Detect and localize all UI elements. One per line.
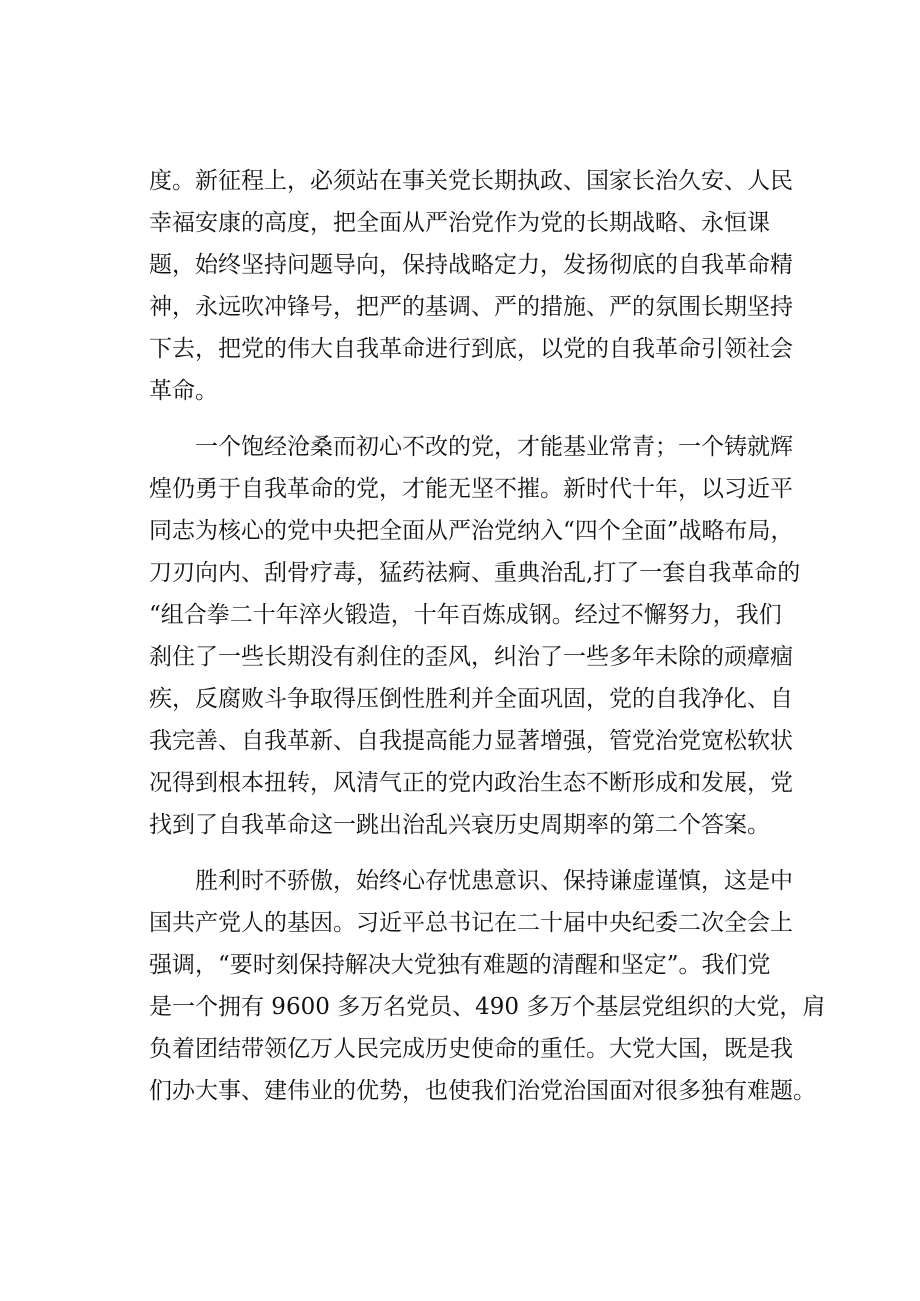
text-line: 一个饱经沧桑而初心不改的党，才能基业常青；一个铸就辉 [149,434,793,460]
text-line: 神，永远吹冲锋号，把严的基调、严的措施、严的氛围长期坚持 [149,294,793,320]
text-line: 们办大事、建伟业的优势，也使我们治党治国面对很多独有难题。 [149,1078,816,1104]
text-line: 负着团结带领亿万人民完成历史使命的重任。大党大国，既是我 [149,1036,793,1062]
text-line: 题，始终坚持问题导向，保持战略定力，发扬彻底的自我革命精 [149,252,793,278]
text-line: 幸福安康的高度，把全面从严治党作为党的长期战略、永恒课 [149,210,770,236]
text-line: 疾，反腐败斗争取得压倒性胜利并全面巩固，党的自我净化、自 [149,686,793,712]
text-line: 同志为核心的党中央把全面从严治党纳入“四个全面”战略布局， [149,518,794,544]
text-line: 刹住了一些长期没有刹住的歪风，纠治了一些多年未除的顽瘴痼 [149,644,793,670]
text-line: 煌仍勇于自我革命的党，才能无坚不摧。新时代十年，以习近平 [149,476,793,502]
text-line: 国共产党人的基因。习近平总书记在二十届中央纪委二次全会上 [149,910,793,936]
paragraph-spacer [149,846,829,860]
text-line: 刀刃向内、刮骨疗毒，猛药祛痾、重典治乱,打了一套自我革命的 [149,560,801,586]
text-line: 我完善、自我革新、自我提高能力显著增强，管党治党宽松软状 [149,728,793,754]
paragraph-spacer [149,412,829,426]
text-line: 胜利时不骄傲，始终心存忧患意识、保持谦虚谨慎，这是中 [149,868,793,894]
paragraph-3 [149,860,829,1112]
paragraph-2 [149,426,829,846]
text-line: 度。新征程上，必须站在事关党长期执政、国家长治久安、人民 [149,168,793,194]
text-line: 是一个拥有 9600 多万名党员、490 多万个基层党组织的大党，肩 [149,994,826,1020]
text-line: 况得到根本扭转，风清气正的党内政治生态不断形成和发展，党 [149,770,793,796]
text-line: 下去，把党的伟大自我革命进行到底，以党的自我革命引领社会 [149,336,793,362]
text-line: 找到了自我革命这一跳出治乱兴衰历史周期率的第二个答案。 [149,812,770,838]
paragraph-1 [149,160,829,412]
body-text [149,160,829,1112]
text-line: “组合拳二十年淬火锻造，十年百炼成钢。经过不懈努力，我们 [149,602,782,628]
text-line: 强调，“要时刻保持解决大党独有难题的清醒和坚定”。我们党 [149,952,771,978]
text-line: 革命。 [149,378,218,404]
